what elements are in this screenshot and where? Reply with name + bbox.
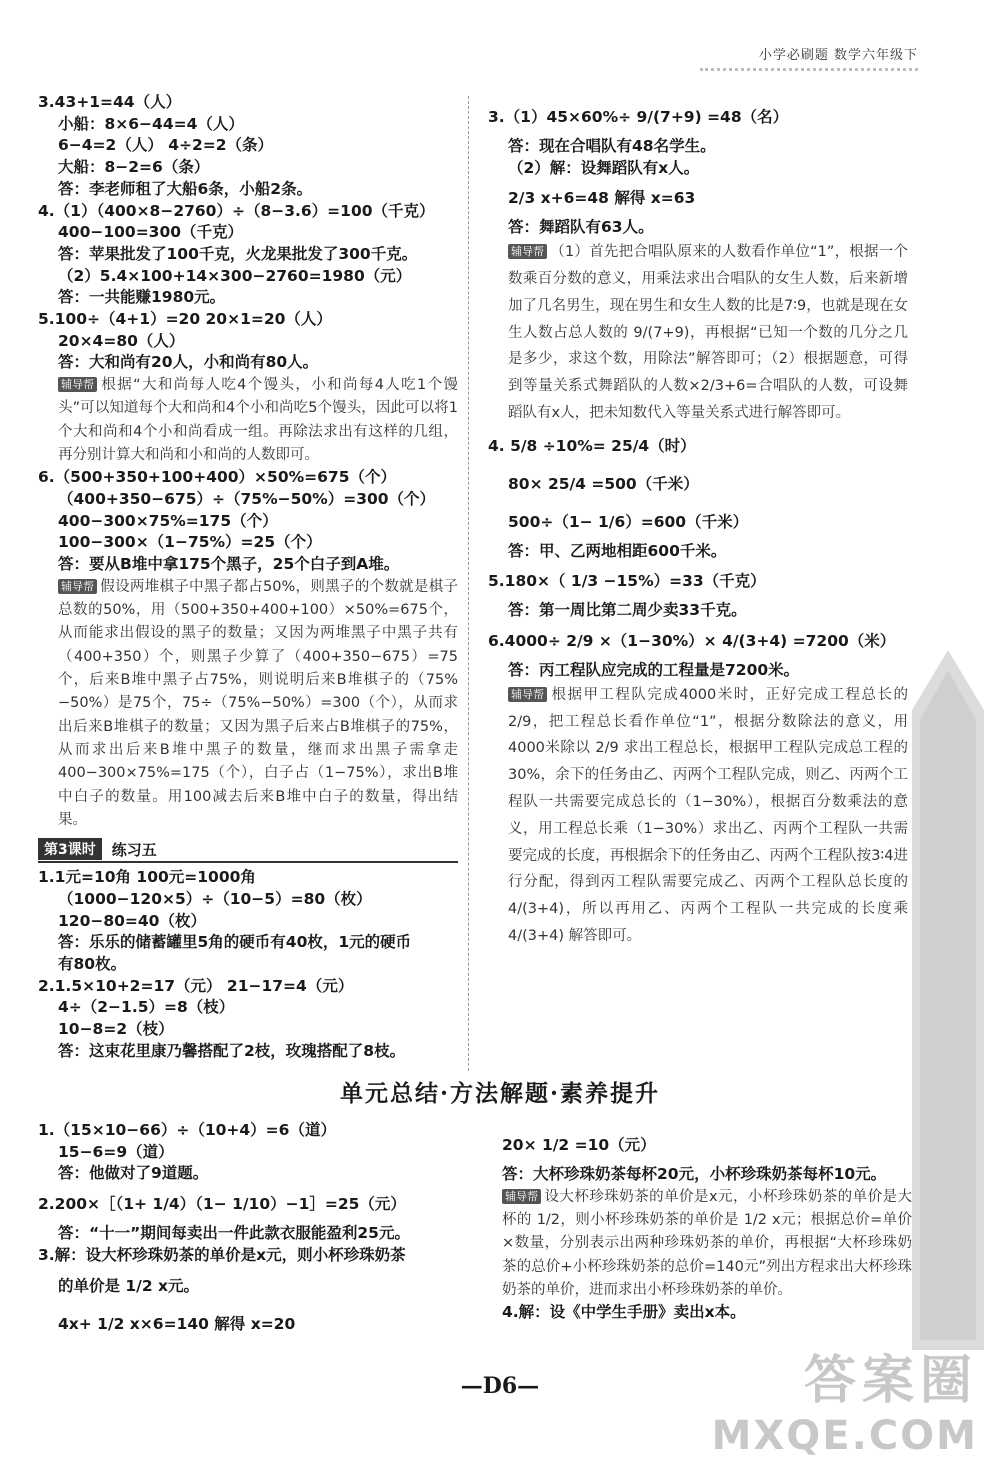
page-header: 小学必刷题 数学六年级下 [758, 48, 918, 63]
watermark [712, 1338, 978, 1459]
answer-line: 答：一共能赚1980元。 [58, 288, 226, 307]
answer-line: 120−80=40（枚） [58, 911, 206, 930]
answer-line: 80× 25/4 =500（千米） [508, 474, 699, 493]
watermark-line2: MXQE.COM [711, 1413, 978, 1459]
summary-right-column [502, 1126, 912, 1324]
answer-line: 答：舞蹈队有63人。 [508, 218, 654, 237]
answer-line: 6.（500+350+100+400）×50%=675（个） [38, 468, 396, 487]
answer-line: 答：李老师租了大船6条，小船2条。 [58, 179, 313, 198]
answer-line: 400−300×75%=175（个） [58, 511, 278, 530]
tip-block [488, 682, 908, 950]
answer-line: 1.（15×10−66）÷（10+4）=6（道） [38, 1121, 336, 1139]
answer-line: 答：苹果批发了100千克，火龙果批发了300千克。 [58, 244, 418, 263]
answer-line: 6−4=2（人） 4÷2=2（条） [58, 136, 274, 155]
answer-line: 答：这束花里康乃馨搭配了2枝，玫瑰搭配了8枝。 [58, 1041, 406, 1060]
tip-block [488, 239, 908, 427]
answer-line: 20×4=80（人） [58, 331, 185, 350]
answer-line: 答：现在合唱队有48名学生。 [508, 137, 716, 155]
answer-line: 小船：8×6−44=4（人） [58, 114, 244, 133]
tip-block [502, 1186, 912, 1302]
answer-line: 答：要从B堆中拿175个黑子，25个白子到A堆。 [58, 555, 400, 574]
answer-line: 4x+ 1/2 x×6=140 解得 x=20 [58, 1314, 296, 1333]
answer-line: 500÷（1− 1/6）=600（千米） [508, 512, 749, 531]
summary-left-column [38, 1120, 458, 1343]
answer-line: 10−8=2（枝） [58, 1020, 174, 1039]
answer-line: 的单价是 1/2 x元。 [58, 1276, 200, 1295]
answer-line: （400+350−675）÷（75%−50%）=300（个） [58, 490, 436, 509]
tip-text: 设大杯珍珠奶茶的单价是x元，小杯珍珠奶茶的单价是大杯的 1/2，则小杯珍珠奶茶的单价是 1/2 x元；根据总价=单价×数量，分别表示出两种珍珠奶茶的单价，再根据“大杯珍珠奶茶的总价+小杯珍珠奶茶的总价=140元”列出方程求出大杯珍珠奶茶的单价，进而求出小杯珍珠奶茶的单价。 [502, 1188, 912, 1298]
lesson-tag: 第3课时 [38, 838, 102, 860]
tip-text: 根据甲工程队完成4000米时，正好完成工程总长的 2/9，把工程总长看作单位“1”，根据分数除法的意义，用4000米除以 2/9 求出工程总长，根据甲工程队完成总工程的30%，余下的任务由乙、丙两个工程队完成，则乙、丙两个工程队一共需要完成总长的（1−30%），根据百分数乘法的意义，用工程总长乘（1−30%）求出乙、丙两个工程队一共需要完成的长度，再根据余下的任务由乙、丙两个工程队按3∶4进行分配，得到丙工程队需要完成乙、丙两个工程队总长度的 4/(3+4)，所以再用乙、丙两个工程队一共完成的长度乘 4/(3+4) 解答即可。 [508, 686, 908, 944]
section-title: 单元总结·方法解题·素养提升 [339, 1080, 660, 1107]
tip-text: 假设两堆棋子中黑子都占50%，则黑子的个数就是棋子总数的50%，用（500+350+400+100）×50%=675个，从而能求出假设的黑子的数量；又因为两堆黑子中黑子共有（400+350）个，则黑子少算了（400+350−675）=75个，后来B堆中黑子占75%，则说明后来B堆棋子的（75%−50%）是75个，75÷（75%−50%）=300（个），从而求出后来B堆棋子的数量；又因为黑子后来占B堆棋子的75%，从而求出后来B堆中黑子的数量，继而求出黑子需拿走400−300×75%=175（个），白子占（1−75%），求出B堆中白子的数量。用100减去后来B堆中白子的数量，得出结果。 [58, 578, 458, 828]
answer-line: 答：丙工程队应完成的工程量是7200米。 [508, 661, 800, 680]
answer-line: （2）解：设舞蹈队有x人。 [508, 158, 700, 177]
answer-line: 2.1.5×10+2=17（元） 21−17=4（元） [38, 976, 354, 995]
answer-line: 3.43+1=44（人） [38, 93, 182, 111]
answer-line: （1000−120×5）÷（10−5）=80（枚） [58, 889, 372, 908]
tip-text: 根据“大和尚每人吃4个馒头，小和尚每4人吃1个馒头”可以知道每个大和尚和4个小和尚吃5个馒头，因此可以将1个大和尚和4个小和尚看成一组。再除法求出有这样的几组，再分别计算大和尚和小和尚的人数即可。 [58, 377, 458, 464]
tip-block [38, 576, 458, 832]
header-rule [700, 68, 918, 71]
answer-line: 20× 1/2 =10（元） [502, 1136, 656, 1154]
answer-line: 答：他做对了9道题。 [58, 1164, 209, 1183]
answer-line: 100−300×（1−75%）=25（个） [58, 533, 322, 552]
answer-line: 4. 5/8 ÷10%= 25/4（时） [488, 436, 696, 455]
answer-line: 大船：8−2=6（条） [58, 158, 210, 177]
tip-badge: 辅导帮 [508, 244, 547, 259]
answer-line: 2/3 x+6=48 解得 x=63 [508, 189, 696, 208]
tip-badge: 辅导帮 [508, 687, 547, 702]
answer-line: 3.解：设大杯珍珠奶茶的单价是x元，则小杯珍珠奶茶 [38, 1245, 406, 1264]
answer-line: 答：乐乐的储蓄罐里5角的硬币有40枚，1元的硬币 [58, 933, 412, 952]
answer-line: 4.（1）（400×8−2760）÷（8−3.6）=100（千克） [38, 201, 435, 220]
answer-line: 5.100÷（4+1）=20 20×1=20（人） [38, 310, 332, 329]
answer-line: （2）5.4×100+14×300−2760=1980（元） [58, 266, 412, 285]
answer-line: 5.180×（ 1/3 −15%）=33（千克） [488, 572, 766, 591]
answer-line: 2.200×［（1+ 1/4）（1− 1/10）−1］=25（元） [38, 1195, 406, 1214]
tip-badge: 辅导帮 [502, 1189, 541, 1204]
lesson-heading [38, 838, 458, 863]
answer-line: 有80枚。 [58, 954, 127, 973]
answer-line: 答：第一周比第二周少卖33千克。 [508, 601, 747, 620]
answer-line: 4÷（2−1.5）=8（枝） [58, 998, 235, 1017]
tip-text: （1）首先把合唱队原来的人数看作单位“1”，根据一个数乘百分数的意义，用乘法求出合唱队的女生人数，后来新增加了几名男生，现在男生和女生人数的比是7∶9，也就是现在女生人数占总人数的 9/(7+9)，再根据“已知一个数的几分之几是多少，求这个数，用除法”解答即可；（2）根据题意，可得到等量关系式舞蹈队的人数×2/3+6=合唱队的人数，可设舞蹈队有x人，把未知数代入等量关系式进行解答即可。 [508, 244, 908, 421]
left-column [38, 92, 458, 1062]
answer-line: 6.4000÷ 2/9 ×（1−30%）× 4/(3+4) =7200（米） [488, 632, 896, 651]
lesson-title: 练习五 [111, 840, 157, 859]
answer-line: 答：大和尚有20人，小和尚有80人。 [58, 353, 319, 372]
answer-line: 答：大杯珍珠奶茶每杯20元，小杯珍珠奶茶每杯10元。 [502, 1165, 887, 1183]
tip-badge: 辅导帮 [58, 377, 97, 392]
answer-line: 400−100=300（千克） [58, 223, 244, 242]
decorative-side-strip [912, 650, 984, 1350]
answer-line: 答：甲、乙两地相距600千米。 [508, 541, 727, 560]
right-column [488, 98, 908, 950]
answer-line: 4.解：设《中学生手册》卖出x本。 [502, 1303, 746, 1322]
answer-line: 1.1元=10角 100元=1000角 [38, 868, 256, 887]
column-divider [468, 96, 469, 1071]
answer-line: 答：“十一”期间每卖出一件此款衣服能盈利25元。 [58, 1224, 410, 1243]
tip-badge: 辅导帮 [58, 579, 97, 594]
watermark-line1: 答案圈 [803, 1350, 978, 1411]
tip-block [38, 374, 458, 467]
page-number: —D6— [460, 1373, 540, 1399]
answer-line: 15−6=9（道） [58, 1142, 174, 1161]
answer-line: 3.（1）45×60%÷ 9/(7+9) =48（名） [488, 108, 789, 126]
